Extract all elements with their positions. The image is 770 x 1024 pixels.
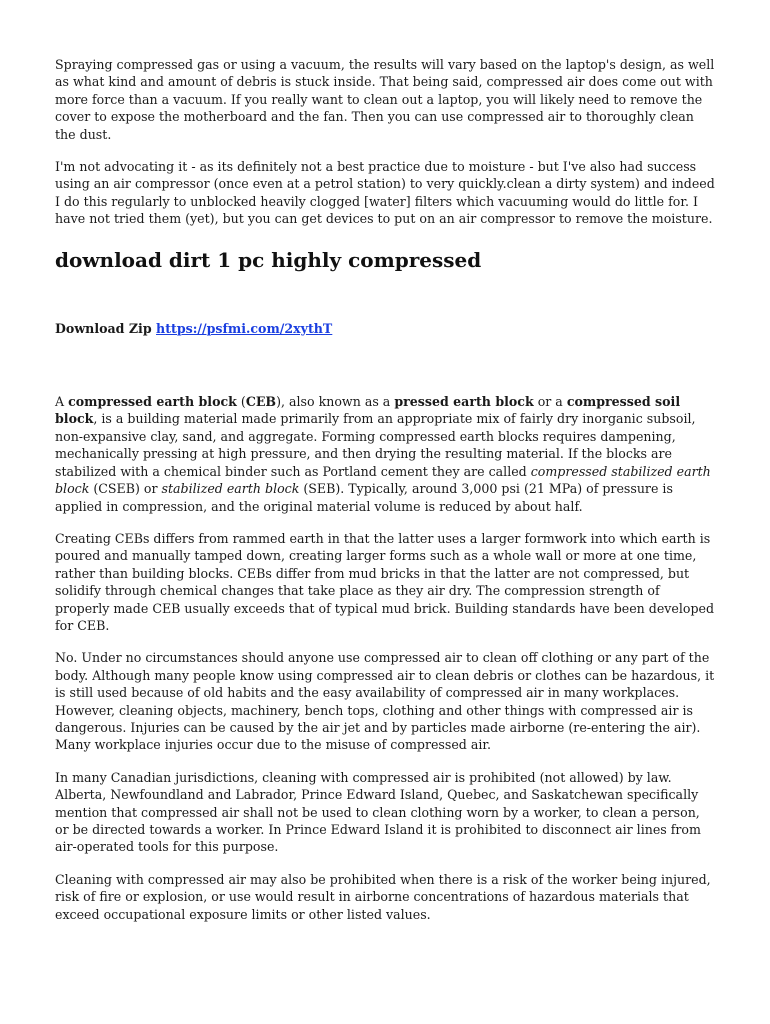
paragraph-air-compressor: I'm not advocating it - as its definitely not a best practice due to moisture - but I've also had success using an air compressor (once even at a petrol station) to very quickly.clean a dirty system) and indeed I do this regularly to unblocked heavily clogged [water] filters which vacuuming would do little for. I have not tried them (yet), but you can get devices to put on an air compressor to remove the moisture.: [55, 159, 715, 227]
text-run: (CSEB) or: [89, 481, 162, 497]
paragraph-prohibition-conditions: Cleaning with compressed air may also be prohibited when there is a risk of the worker being injured, risk of fire or explosion, or use would result in airborne concentrations of hazardous materials that exceed occupational exposure limits or other listed values.: [55, 871, 711, 922]
download-link[interactable]: https://psfmi.com/2xythT: [156, 320, 333, 336]
document-page: [55, 56, 715, 938]
text-run: or a: [533, 394, 567, 410]
text-run: A: [55, 394, 69, 410]
text-run: (: [236, 394, 246, 410]
page-heading: download dirt 1 pc highly compressed: [55, 247, 482, 272]
italic-term: stabilized earth block: [161, 481, 300, 497]
bold-term: compressed earth block: [68, 394, 237, 410]
paragraph-canadian-law: In many Canadian jurisdictions, cleaning with compressed air is prohibited (not allowed) by law. Alberta, Newfoundland and Labrador, Prince Edward Island, Quebec, and Saskatchewan specifically mention that compressed air shall not be used to clean clothing worn by a worker, to clean a person, or be directed towards a worker. In Prince Edward Island it is prohibited to disconnect air lines from air-operated tools for this purpose.: [55, 769, 701, 855]
bold-term: compressed soil block: [55, 394, 681, 427]
text-run: , is a building material made primarily from an appropriate mix of fairly dry inorganic subsoil, non-expansive clay, sand, and aggregate. Forming compressed earth blocks requires dampening, mechanically pressing at high pressure, and then drying the resulting material. If the blocks are stabilized with a chemical binder such as Portland cement they are called: [55, 411, 696, 479]
paragraph-ceb-vs-rammed-earth: Creating CEBs differs from rammed earth in that the latter uses a larger formwork into which earth is poured and manually tamped down, creating larger forms such as a whole wall or more at one time, rather than building blocks. CEBs differ from mud bricks in that the latter are not compressed, but solidify through chemical changes that take place as they air dry. The compression strength of properly made CEB usually exceeds that of typical mud brick. Building standards have been developed for CEB.: [55, 530, 715, 633]
paragraph-laptop-cleaning: Spraying compressed gas or using a vacuum, the results will vary based on the laptop's design, as well as what kind and amount of debris is stuck inside. That being said, compressed air does come out with more force than a vacuum. If you really want to clean out a laptop, you will likely need to remove the cover to expose the motherboard and the fan. Then you can use compressed air to thoroughly clean the dust.: [55, 57, 715, 142]
text-run: ), also known as a: [276, 394, 395, 410]
spacer: [55, 337, 715, 393]
italic-term: compressed stabilized earth block: [55, 463, 711, 497]
paragraph-ceb-definition: [55, 393, 715, 515]
bold-term: CEB: [245, 394, 277, 410]
paragraph-safety-warning: No. Under no circumstances should anyone use compressed air to clean off clothing or any part of the body. Although many people know using compressed air to clean debris or clothes can be hazardous, it is still used because of old habits and the easy availability of compressed air in many workplaces. However, cleaning objects, machinery, bench tops, clothing and other things with compressed air is dangerous. Injuries can be caused by the air jet and by particles made airborne (re-entering the air). Many workplace injuries occur due to the misuse of compressed air.: [55, 650, 715, 753]
text-run: (SEB). Typically, around 3,000 psi (21 MPa) of pressure is applied in compression, and the original material volume is reduced by about half.: [55, 481, 673, 514]
bold-term: pressed earth block: [394, 394, 534, 410]
download-label: Download Zip: [55, 320, 152, 336]
download-line: [55, 320, 715, 337]
